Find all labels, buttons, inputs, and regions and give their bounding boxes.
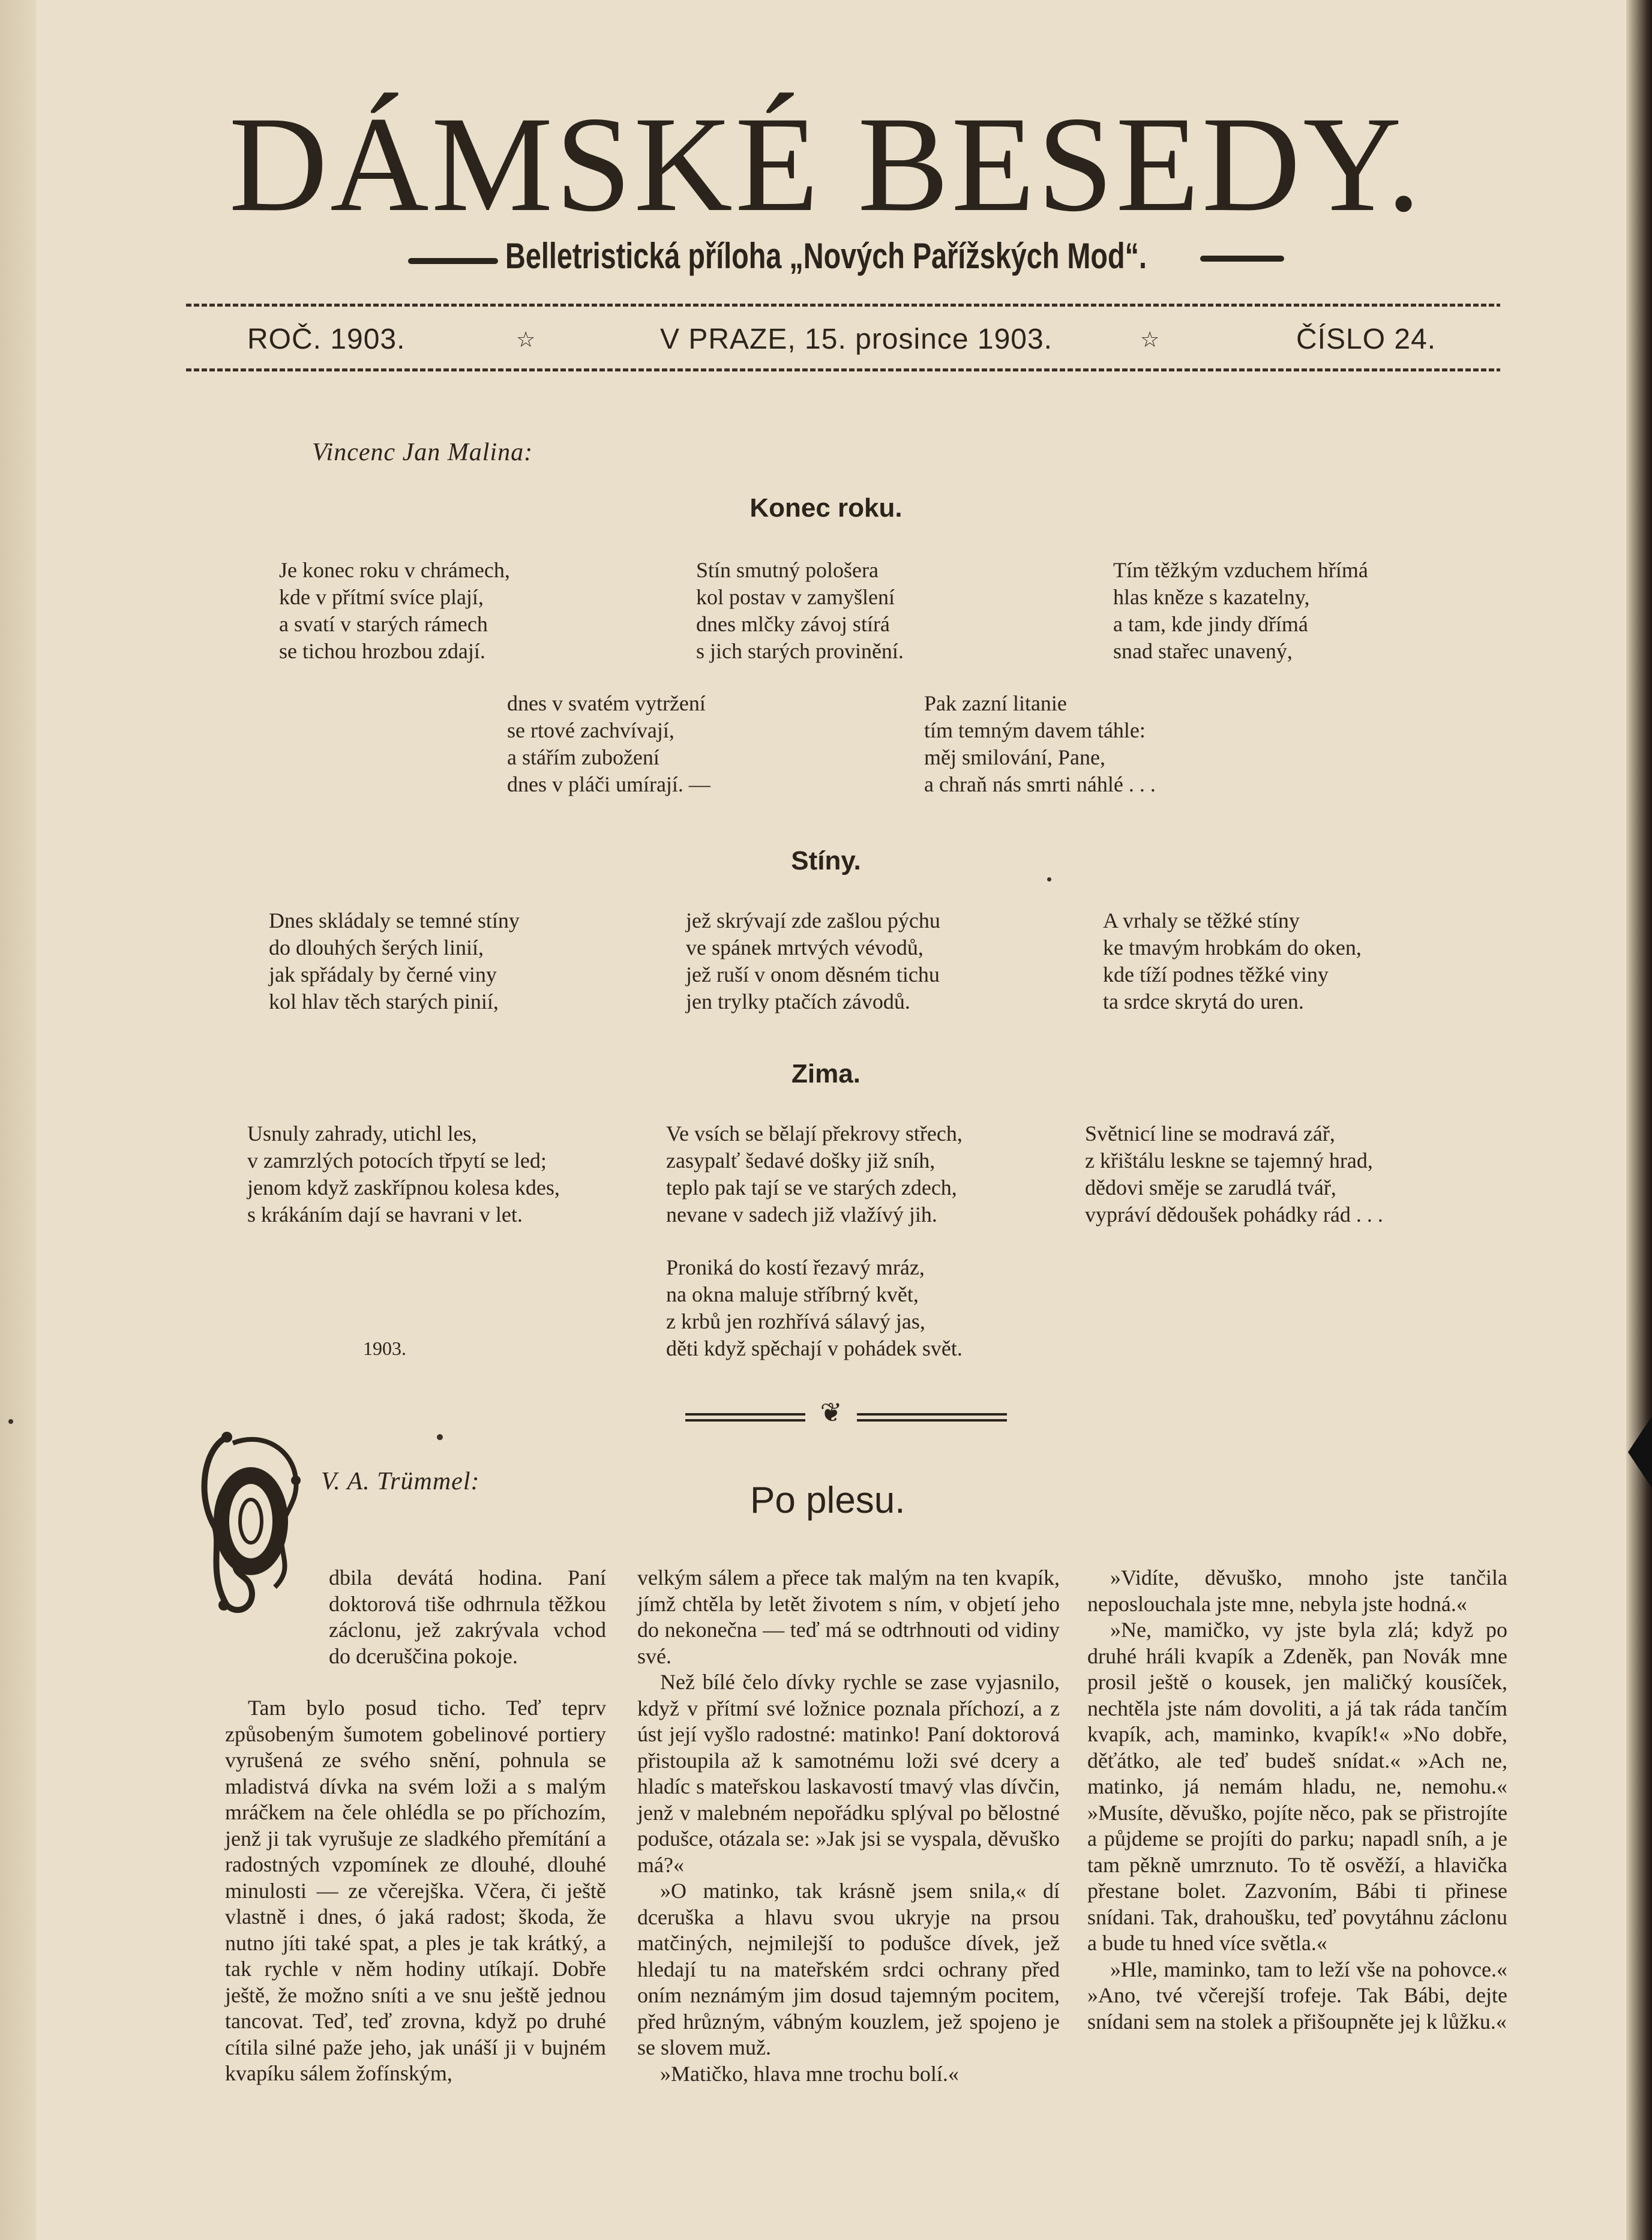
- poem-title-stiny: Stíny.: [791, 846, 861, 875]
- story-author: V. A. Trümmel:: [321, 1468, 480, 1495]
- story-paragraph: »Ne, mamičko, vy jste byla zlá; když po druhé hráli kvapík a Zdeněk, pan Novák mne prosil ještě o kousek, jen maličký kousíček, nechtěla jste nám dovoliti, a já tak ráda tančím kvapík, ach, maminko, kvapík!« »No dobře, děťátko, ale teď budeš snídat.« »Ach ne, matinko, já nemám hladu, ne, nemohu.« »Musíte, děvuško, pojíte něco, pak se přistrojíte a půjdeme se projíti do parku; napadl sníh, a je tam pěkně umrznuto. To tě osvěží, a hlavička přestane bolet. Zazvoním, Bábi ti přinese snídani. Tak, drahoušku, teď povytáhnu záclonu a bude tu hned více světla.«: [1087, 1618, 1507, 1955]
- masthead-subtitle: Belletristická příloha „Nových Pařížských Mod“.: [505, 236, 1147, 276]
- masthead-title: DÁMSKÉ BESEDY.: [229, 89, 1423, 240]
- divider-line-left: [685, 1413, 805, 1422]
- poem-stanza: Stín smutný pološera kol postav v zamyšlení dnes mlčky závoj stírá s jich starých provinění.: [696, 558, 904, 663]
- story-col-2: [637, 1565, 1060, 2087]
- poem-stanza: jež skrývají zde zašlou pýchu ve spánek mrtvých vévodů, jež ruší v onom děsném tichu jen trylky ptačích závodů.: [686, 908, 940, 1013]
- subtitle-rule-right: [1200, 256, 1284, 262]
- poem-stanza: Světnicí line se modravá zář, z křištálu leskne se tajemný hrad, dědovi směje se zarudlá tvář, vypráví dědoušek pohádky rád . . .: [1085, 1122, 1383, 1227]
- star-icon: ☆: [516, 328, 536, 352]
- paper-mark: [437, 1434, 443, 1440]
- story-col-1: [225, 1695, 606, 2087]
- poem-stanza: Tím těžkým vzduchem hřímá hlas kněze s kazatelny, a tam, kde jindy dřímá snad stařec unavený,: [1113, 558, 1368, 663]
- ornament-icon: ❦: [820, 1398, 843, 1428]
- story-col-intro: [329, 1565, 606, 1669]
- ornamental-initial: [191, 1425, 317, 1623]
- story-paragraph: Než bílé čelo dívky rychle se zase vyjasnilo, když v přítmí své ložnice poznala příchozí, a z úst její vyšlo radostné: matinko! Paní doktorová přistoupila až k samotnému loži své dcery a hladíc s mateřskou laskavostí tmavý vlas dívčin, jenž v malebném nepořádku splýval po bělostné podušce, otázala se: »Jak jsi se vyspala, děvuško má?«: [637, 1670, 1060, 1877]
- poems-author: Vincenc Jan Malina:: [312, 439, 533, 466]
- poem-stanza: dnes v svatém vytržení se rtové zachvívají, a stářím zubožení dnes v pláči umírají. —: [507, 691, 710, 796]
- page-binding: [0, 0, 36, 2240]
- year-mark: 1903.: [363, 1338, 406, 1359]
- story-title: Po plesu.: [750, 1480, 906, 1521]
- story-col-3: [1087, 1565, 1507, 2035]
- issue-place-date: V PRAZE, 15. prosince 1903.: [660, 323, 1053, 355]
- poem-stanza: Pak zazní litanie tím temným davem táhle: měj smilování, Pane, a chraň nás smrti náhlé . . .: [924, 691, 1156, 796]
- poem-title-zima: Zima.: [791, 1059, 861, 1088]
- issue-number: ČÍSLO 24.: [1296, 323, 1437, 355]
- poem-stanza: A vrhaly se těžké stíny ke tmavým hrobkám do oken, kde tíží podnes těžké viny ta srdce skrytá do uren.: [1103, 908, 1362, 1013]
- star-icon: ☆: [1140, 328, 1160, 352]
- story-paragraph: »Matičko, hlava mne trochu bolí.«: [660, 2061, 959, 2086]
- paper-mark: [8, 1419, 13, 1424]
- header-rule-bottom: [186, 368, 1500, 371]
- page-notch: [1628, 1416, 1652, 1488]
- divider-line-right: [857, 1413, 1007, 1422]
- poem-stanza: Je konec roku v chrámech, kde v přítmí svíce plají, a svatí v starých rámech se tichou hrozbou zdají.: [279, 558, 510, 663]
- story-paragraph: »Vidíte, děvuško, mnoho jste tančila neposlouchala jste mne, nebyla jste hodná.«: [1087, 1566, 1507, 1616]
- poem-stanza: Ve vsích se bělají překrovy střech, zasypalť šedavé došky již sníh, teplo pak tají se ve starých zdech, nevane v sadech již vlažívý jih.: [666, 1122, 963, 1227]
- issue-year: ROČ. 1903.: [247, 323, 406, 355]
- poem-stanza: Proniká do kostí řezavý mráz, na okna maluje stříbrný květ, z krbů jen rozhřívá sálavý jas, děti když spěchají v pohádek svět.: [666, 1255, 963, 1360]
- poem-stanza: Dnes skládaly se temné stíny do dlouhých šerých linií, jak spřádaly by černé viny kol hlav těch starých pinií,: [269, 908, 520, 1013]
- story-paragraph: velkým sálem a přece tak malým na ten kvapík, jímž chtěla by letět životem s ním, v objetí jeho do nekonečna — teď má se odtrhnouti od vidiny své.: [637, 1566, 1060, 1668]
- poem-title-konec: Konec roku.: [749, 493, 903, 523]
- story-paragraph: »O matinko, tak krásně jsem snila,« dí dceruška a hlavu svou ukryje na prsou matčiných, nejmilejší to podušce dívek, jež hledají tu na mateřském srdci ochrany před oním neznámým jim dosud tajemným pocitem, před hrůzným, vábným kouzlem, jež spojeno je se slovem muž.: [637, 1879, 1060, 2059]
- paper-mark: [1047, 877, 1051, 881]
- poem-stanza: Usnuly zahrady, utichl les, v zamrzlých potocích třpytí se led; jenom když zaskřípnou kolesa kdes, s krákáním dají se havrani v let.: [247, 1122, 560, 1227]
- story-paragraph: dbila devátá hodina. Paní doktorová tiše odhrnula těžkou záclonu, jež zakrývala vchod do dceruščina pokoje.: [329, 1566, 606, 1668]
- story-paragraph: Tam bylo posud ticho. Teď teprv způsobeným šumotem gobelinové portiery vyrušená ze svého snění, pohnula se mladistvá dívka na svém loži a s malým mráčkem na čele ohlédla se po příchozím, jenž ji tak vyrušuje ze sladkého přemítání a radostných vzpomínek ze dlouhé, dlouhé minulosti — ze včerejška. Včera, či ještě vlastně i dnes, ó jaká radost; škoda, že nutno jíti také spat, a ples je tak krátký, a tak rychle v něm hodiny utíkají. Dobře ještě, že možno sníti a ve snu ještě jednou tancovat. Teď, teď zrovna, když po druhé cítila silné paže jeho, jak unáší ji v bujném kvapíku sálem žofínským,: [225, 1696, 606, 2085]
- story-paragraph: »Hle, maminko, tam to leží vše na pohovce.« »Ano, tvé včerejší trofeje. Tak Bábi, dejte snídani sem na stolek a přišoupněte jej k lůžku.«: [1087, 1957, 1507, 2034]
- header-rule-top: [186, 304, 1500, 307]
- page-edge: [1626, 0, 1652, 2240]
